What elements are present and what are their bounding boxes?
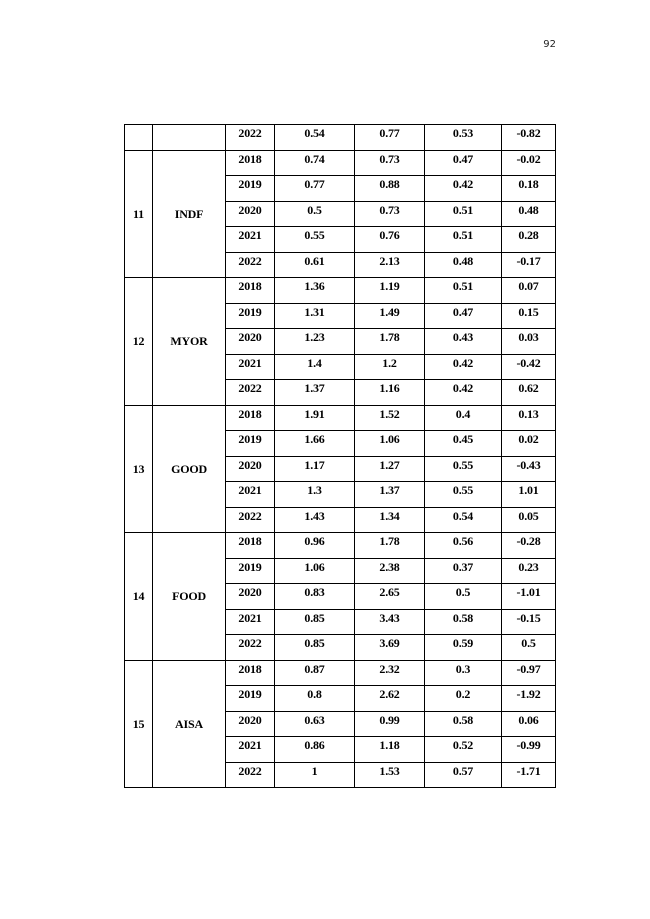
value-cell-4: 0.48 xyxy=(502,201,556,227)
year-cell: 2022 xyxy=(226,635,275,661)
value-cell-4: 0.5 xyxy=(502,635,556,661)
value-cell-1: 1.31 xyxy=(275,303,355,329)
value-cell-3: 0.45 xyxy=(425,431,502,457)
company-code-cell xyxy=(153,125,226,151)
value-cell-1: 0.54 xyxy=(275,125,355,151)
value-cell-1: 1.4 xyxy=(275,354,355,380)
value-cell-4: -0.43 xyxy=(502,456,556,482)
company-code-cell: GOOD xyxy=(153,405,226,533)
year-cell: 2020 xyxy=(226,456,275,482)
year-cell: 2021 xyxy=(226,737,275,763)
company-code-cell: FOOD xyxy=(153,533,226,661)
value-cell-2: 1.37 xyxy=(355,482,425,508)
value-cell-3: 0.51 xyxy=(425,278,502,304)
year-cell: 2019 xyxy=(226,176,275,202)
value-cell-4: -0.02 xyxy=(502,150,556,176)
value-cell-1: 1.91 xyxy=(275,405,355,431)
value-cell-4: -0.97 xyxy=(502,660,556,686)
value-cell-3: 0.59 xyxy=(425,635,502,661)
value-cell-1: 0.5 xyxy=(275,201,355,227)
value-cell-1: 0.85 xyxy=(275,635,355,661)
value-cell-3: 0.57 xyxy=(425,762,502,788)
value-cell-3: 0.48 xyxy=(425,252,502,278)
company-code-cell: INDF xyxy=(153,150,226,278)
year-cell: 2021 xyxy=(226,609,275,635)
table-row xyxy=(125,533,556,559)
year-cell: 2021 xyxy=(226,482,275,508)
value-cell-3: 0.55 xyxy=(425,456,502,482)
year-cell: 2022 xyxy=(226,125,275,151)
value-cell-1: 1.37 xyxy=(275,380,355,406)
value-cell-3: 0.47 xyxy=(425,303,502,329)
value-cell-4: 0.03 xyxy=(502,329,556,355)
value-cell-4: 0.02 xyxy=(502,431,556,457)
value-cell-2: 0.88 xyxy=(355,176,425,202)
value-cell-2: 0.77 xyxy=(355,125,425,151)
row-number-cell: 15 xyxy=(125,660,153,788)
value-cell-1: 1.06 xyxy=(275,558,355,584)
value-cell-3: 0.3 xyxy=(425,660,502,686)
value-cell-3: 0.2 xyxy=(425,686,502,712)
value-cell-1: 0.77 xyxy=(275,176,355,202)
value-cell-2: 2.62 xyxy=(355,686,425,712)
value-cell-1: 0.86 xyxy=(275,737,355,763)
value-cell-2: 1.78 xyxy=(355,329,425,355)
table-row xyxy=(125,150,556,176)
value-cell-2: 2.38 xyxy=(355,558,425,584)
year-cell: 2021 xyxy=(226,354,275,380)
value-cell-4: 0.15 xyxy=(502,303,556,329)
value-cell-1: 0.8 xyxy=(275,686,355,712)
company-code-cell: MYOR xyxy=(153,278,226,406)
year-cell: 2018 xyxy=(226,533,275,559)
year-cell: 2018 xyxy=(226,278,275,304)
value-cell-2: 2.32 xyxy=(355,660,425,686)
value-cell-2: 1.27 xyxy=(355,456,425,482)
value-cell-1: 0.55 xyxy=(275,227,355,253)
value-cell-2: 2.13 xyxy=(355,252,425,278)
value-cell-2: 2.65 xyxy=(355,584,425,610)
value-cell-3: 0.56 xyxy=(425,533,502,559)
row-number-cell: 14 xyxy=(125,533,153,661)
value-cell-4: -0.42 xyxy=(502,354,556,380)
value-cell-3: 0.42 xyxy=(425,380,502,406)
company-code-cell: AISA xyxy=(153,660,226,788)
value-cell-4: -0.28 xyxy=(502,533,556,559)
value-cell-2: 0.73 xyxy=(355,150,425,176)
value-cell-1: 1.17 xyxy=(275,456,355,482)
year-cell: 2020 xyxy=(226,329,275,355)
value-cell-3: 0.47 xyxy=(425,150,502,176)
value-cell-1: 0.74 xyxy=(275,150,355,176)
value-cell-1: 1.66 xyxy=(275,431,355,457)
year-cell: 2022 xyxy=(226,762,275,788)
year-cell: 2018 xyxy=(226,150,275,176)
value-cell-4: -0.15 xyxy=(502,609,556,635)
value-cell-1: 0.96 xyxy=(275,533,355,559)
value-cell-2: 1.53 xyxy=(355,762,425,788)
year-cell: 2022 xyxy=(226,507,275,533)
year-cell: 2020 xyxy=(226,584,275,610)
value-cell-3: 0.42 xyxy=(425,354,502,380)
value-cell-3: 0.43 xyxy=(425,329,502,355)
value-cell-3: 0.52 xyxy=(425,737,502,763)
value-cell-1: 1 xyxy=(275,762,355,788)
value-cell-4: 0.06 xyxy=(502,711,556,737)
value-cell-2: 1.19 xyxy=(355,278,425,304)
value-cell-4: -1.01 xyxy=(502,584,556,610)
value-cell-2: 0.99 xyxy=(355,711,425,737)
year-cell: 2020 xyxy=(226,711,275,737)
value-cell-2: 1.52 xyxy=(355,405,425,431)
value-cell-4: 0.18 xyxy=(502,176,556,202)
table-row xyxy=(125,405,556,431)
value-cell-4: 0.23 xyxy=(502,558,556,584)
value-cell-4: 0.13 xyxy=(502,405,556,431)
value-cell-3: 0.4 xyxy=(425,405,502,431)
value-cell-2: 0.76 xyxy=(355,227,425,253)
value-cell-1: 0.63 xyxy=(275,711,355,737)
year-cell: 2018 xyxy=(226,660,275,686)
value-cell-4: -0.99 xyxy=(502,737,556,763)
value-cell-4: 0.28 xyxy=(502,227,556,253)
value-cell-3: 0.53 xyxy=(425,125,502,151)
value-cell-1: 0.61 xyxy=(275,252,355,278)
value-cell-4: -1.92 xyxy=(502,686,556,712)
row-number-cell: 13 xyxy=(125,405,153,533)
table-row xyxy=(125,125,556,151)
value-cell-3: 0.54 xyxy=(425,507,502,533)
value-cell-3: 0.58 xyxy=(425,609,502,635)
value-cell-3: 0.58 xyxy=(425,711,502,737)
year-cell: 2019 xyxy=(226,686,275,712)
value-cell-3: 0.37 xyxy=(425,558,502,584)
row-number-cell: 12 xyxy=(125,278,153,406)
value-cell-1: 1.23 xyxy=(275,329,355,355)
value-cell-1: 0.83 xyxy=(275,584,355,610)
value-cell-1: 0.85 xyxy=(275,609,355,635)
value-cell-4: -1.71 xyxy=(502,762,556,788)
value-cell-2: 3.69 xyxy=(355,635,425,661)
year-cell: 2018 xyxy=(226,405,275,431)
row-number-cell xyxy=(125,125,153,151)
value-cell-4: -0.17 xyxy=(502,252,556,278)
year-cell: 2019 xyxy=(226,431,275,457)
value-cell-2: 1.16 xyxy=(355,380,425,406)
year-cell: 2020 xyxy=(226,201,275,227)
value-cell-2: 0.73 xyxy=(355,201,425,227)
value-cell-3: 0.5 xyxy=(425,584,502,610)
value-cell-3: 0.51 xyxy=(425,201,502,227)
table-body xyxy=(125,125,556,788)
value-cell-2: 1.06 xyxy=(355,431,425,457)
value-cell-1: 1.43 xyxy=(275,507,355,533)
value-cell-4: -0.82 xyxy=(502,125,556,151)
value-cell-3: 0.42 xyxy=(425,176,502,202)
value-cell-2: 1.78 xyxy=(355,533,425,559)
page-number: 92 xyxy=(543,39,556,50)
value-cell-1: 1.36 xyxy=(275,278,355,304)
table-row xyxy=(125,278,556,304)
value-cell-2: 3.43 xyxy=(355,609,425,635)
year-cell: 2022 xyxy=(226,252,275,278)
table-row xyxy=(125,660,556,686)
value-cell-4: 1.01 xyxy=(502,482,556,508)
value-cell-3: 0.55 xyxy=(425,482,502,508)
data-table xyxy=(124,124,556,788)
value-cell-3: 0.51 xyxy=(425,227,502,253)
value-cell-1: 0.87 xyxy=(275,660,355,686)
value-cell-4: 0.05 xyxy=(502,507,556,533)
year-cell: 2019 xyxy=(226,558,275,584)
value-cell-2: 1.18 xyxy=(355,737,425,763)
row-number-cell: 11 xyxy=(125,150,153,278)
year-cell: 2019 xyxy=(226,303,275,329)
value-cell-4: 0.62 xyxy=(502,380,556,406)
value-cell-4: 0.07 xyxy=(502,278,556,304)
value-cell-1: 1.3 xyxy=(275,482,355,508)
value-cell-2: 1.2 xyxy=(355,354,425,380)
year-cell: 2021 xyxy=(226,227,275,253)
year-cell: 2022 xyxy=(226,380,275,406)
value-cell-2: 1.49 xyxy=(355,303,425,329)
value-cell-2: 1.34 xyxy=(355,507,425,533)
